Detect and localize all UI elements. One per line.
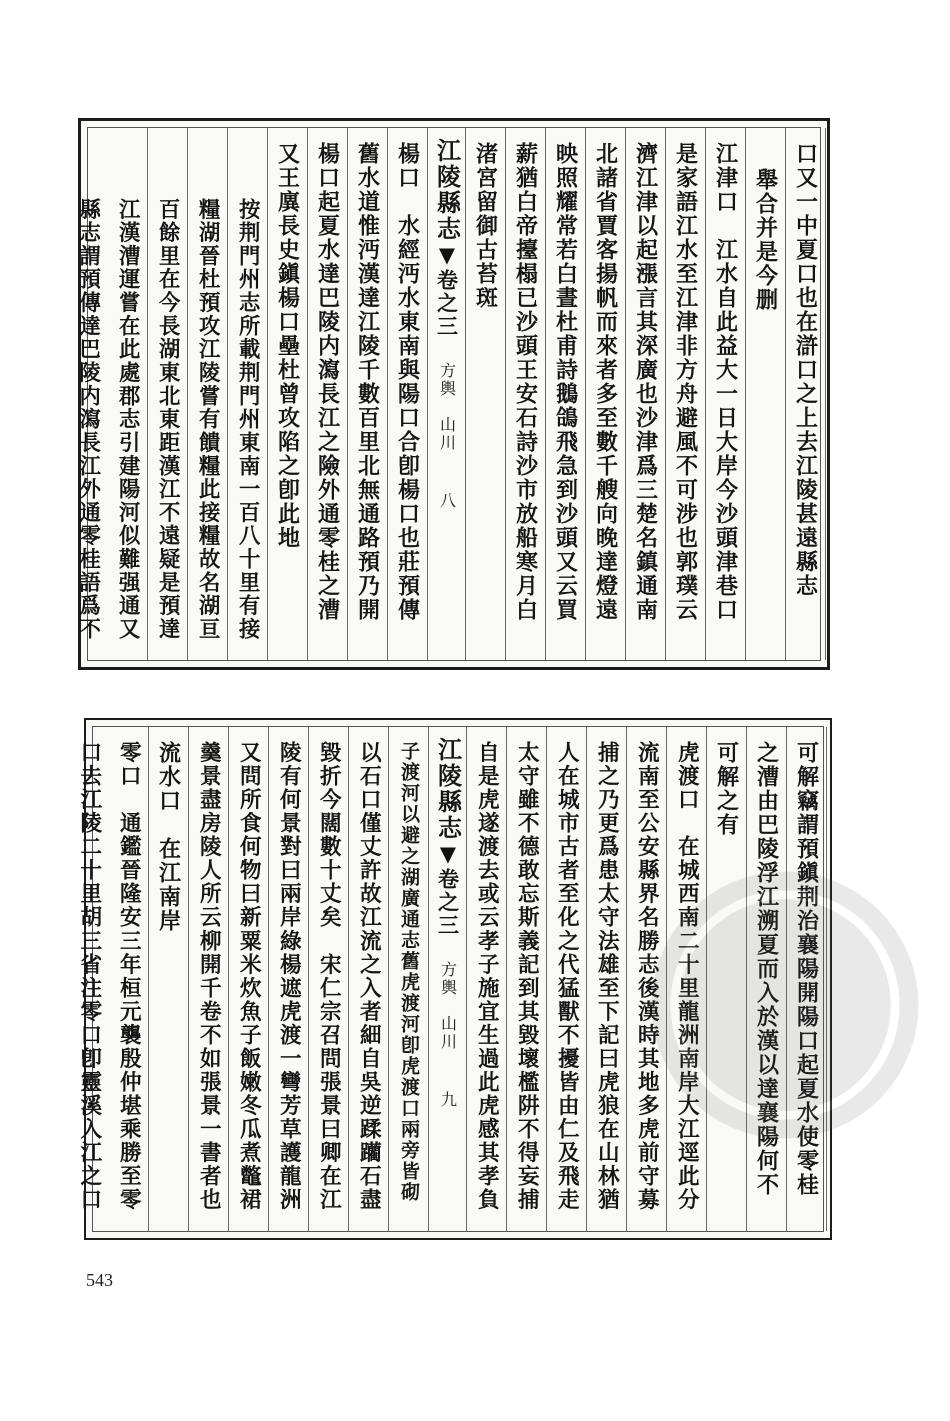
text-column: 太守雖不德敢忘斯義記到其毀壞檻阱不得妄捕 <box>514 741 540 1212</box>
top-col-l6 <box>188 128 228 660</box>
bottom-col-l6 <box>189 727 229 1231</box>
text-column: 舊水道惟沔漢達江陵千數百里北無通路預乃開 <box>354 142 381 622</box>
text-column: 北諸省賈客揚帆而來者多至數千艘向晚達燈遠 <box>592 142 619 622</box>
text-column: 流南至公安縣界名勝志後漢時其地多虎前守募 <box>634 741 660 1212</box>
bottom-col-r5 <box>627 727 667 1231</box>
bottom-col-l8 <box>109 727 149 1231</box>
bottom-col-r3 <box>707 727 747 1231</box>
text-column: 可解之有 <box>713 741 740 837</box>
top-col-r7 <box>546 128 586 660</box>
text-column: 江津口 江水自此益大一日大岸今沙頭津巷口 <box>712 142 739 622</box>
bottom-col-r2 <box>747 727 787 1231</box>
gutter-section: 方輿 山川 <box>437 362 457 452</box>
text-column: 舉合并是今删 <box>752 168 779 312</box>
bottom-col-l5 <box>229 727 269 1231</box>
text-column: 流水口 在江南岸 <box>155 741 182 933</box>
text-column: 可解竊謂預鎭荆治襄陽開陽口起夏水使零桂 <box>793 741 820 1197</box>
top-col-l5 <box>228 128 268 660</box>
top-col-l8 <box>108 128 148 660</box>
bottom-col-r7 <box>547 727 587 1231</box>
fish-tail-icon: ▼ <box>435 841 461 868</box>
text-column: 江漢漕運嘗在此處郡志引建陽河似難强通又 <box>115 198 141 642</box>
text-column: 虎渡口 在城西南二十里龍洲南岸大江逕此分 <box>674 741 700 1212</box>
top-col-r6 <box>586 128 626 660</box>
bottom-col-l1 <box>389 727 429 1231</box>
text-column: 糧湖晉杜預攻江陵嘗有饋糧此接糧故名湖亘 <box>195 198 221 642</box>
bottom-page <box>76 718 832 1240</box>
text-column: 以石口僅丈許故江流之入者細自吳逆蹂躪石盡 <box>356 741 382 1212</box>
top-col-l7 <box>148 128 188 660</box>
bottom-gutter <box>429 727 467 1231</box>
text-column: 渚宮留御古苔斑 <box>472 142 499 310</box>
text-column: 捕之乃更爲患太守法雄至下記曰虎狼在山林猶 <box>594 741 620 1212</box>
bottom-col-r4 <box>667 727 707 1231</box>
text-column: 按荆門州志所載荆門州東南一百八十里有接 <box>235 198 261 642</box>
text-column: 人在城市古者至化之代猛獸不擾皆由仁及飛走 <box>554 741 580 1212</box>
top-col-r2 <box>746 128 786 660</box>
top-col-l4 <box>268 128 308 660</box>
top-gutter <box>428 128 466 660</box>
text-column: 自是虎遂渡去或云孝子施宜生過此虎感其孝負 <box>474 741 500 1212</box>
text-column: 口又一中夏口也在滸口之上去江陵甚遠縣志 <box>792 142 819 598</box>
top-col-l9 <box>68 128 108 660</box>
bottom-col-r9 <box>467 727 507 1231</box>
bottom-col-l4 <box>269 727 309 1231</box>
text-column: 之漕由巴陵浮江溯夏而入於漢以達襄陽何不 <box>753 741 780 1197</box>
text-column: 零口 通鑑晉隆安三年桓元襲殷仲堪乘勝至零 <box>116 741 142 1212</box>
top-col-r1 <box>786 128 826 660</box>
text-column: 毀折今闊數十丈矣 宋仁宗召問張景曰卿在江 <box>316 741 342 1212</box>
text-column: 楊口 水經沔水東南與陽口合卽楊口也莊預傳 <box>394 142 421 622</box>
text-column: 陵有何景對曰兩岸綠楊遮虎渡一彎芳草護龍洲 <box>276 741 302 1212</box>
bottom-col-l9 <box>69 727 109 1231</box>
gutter-volume: 卷之三 <box>434 269 460 338</box>
bottom-col-l7 <box>149 727 189 1231</box>
gutter-leaf-number: 八 <box>437 492 457 510</box>
fish-tail-icon: ▼ <box>434 242 460 269</box>
page-number: 543 <box>86 1270 113 1290</box>
top-page-frame <box>75 127 821 661</box>
top-col-l3 <box>308 128 348 660</box>
top-col-l2 <box>348 128 388 660</box>
text-column: 楊口起夏水達巴陵内瀉長江之險外通零桂之漕 <box>314 142 341 622</box>
text-column: 羹景盡房陵人所云柳開千卷不如張景一書者也 <box>196 741 222 1212</box>
bottom-col-r8 <box>507 727 547 1231</box>
text-column: 縣志謂預傳達巴陵内瀉長江外通零桂語爲不 <box>75 198 101 642</box>
top-col-r9 <box>466 128 506 660</box>
gutter-leaf-number: 九 <box>438 1091 458 1109</box>
bottom-col-r1 <box>787 727 827 1231</box>
text-column: 映照耀常若白晝杜甫詩鵝鴿飛急到沙頭又云買 <box>552 142 579 622</box>
gutter-volume: 卷之三 <box>435 868 461 937</box>
text-column: 子渡河以避之湖廣通志舊虎渡河卽虎渡口兩旁皆砌 <box>398 741 420 1203</box>
top-col-l1 <box>388 128 428 660</box>
top-col-r3 <box>706 128 746 660</box>
text-column: 是家語江水至江津非方舟避風不可涉也郭璞云 <box>672 142 699 622</box>
top-col-r4 <box>666 128 706 660</box>
gutter-title: 江陵縣志 <box>433 737 463 841</box>
gutter-title: 江陵縣志 <box>432 138 462 242</box>
text-column: 又王廙長史鎭楊口壘杜曾攻陷之卽此地 <box>274 142 301 550</box>
text-column: 薪猶白帝擡榻已沙頭王安石詩沙市放船寒月白 <box>512 142 539 622</box>
bottom-col-l2 <box>349 727 389 1231</box>
bottom-col-l3 <box>309 727 349 1231</box>
text-column: 又問所食何物曰新粟米炊魚子飯嫩冬瓜煮鼈裙 <box>236 741 262 1212</box>
bottom-col-r6 <box>587 727 627 1231</box>
text-column: 百餘里在今長湖東北東距漢江不遠疑是預達 <box>155 198 181 642</box>
gutter-section: 方輿 山川 <box>438 961 458 1051</box>
text-column: 濟江津以起漲言其深廣也沙津爲三楚名鎮通南 <box>632 142 659 622</box>
top-col-r5 <box>626 128 666 660</box>
top-col-r8 <box>506 128 546 660</box>
bottom-page-frame <box>76 726 824 1232</box>
text-column: 口去江陵二十里胡三省注零口卽靈溪入江之口 <box>76 741 102 1212</box>
top-page <box>75 118 830 670</box>
